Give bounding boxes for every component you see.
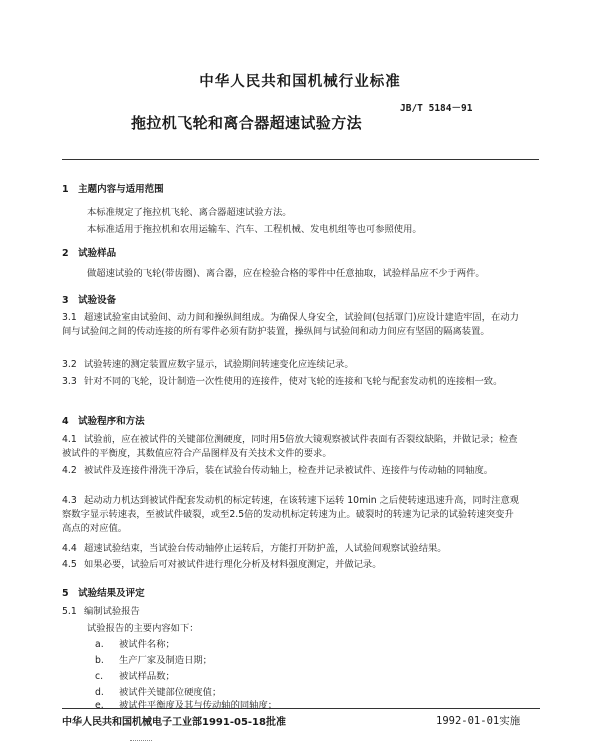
list-item	[95, 684, 221, 698]
clause-4-4	[62, 542, 522, 556]
clause-number: 4.2	[62, 465, 77, 476]
clause-text: 针对不同的飞轮，设计制造一次性使用的连接件，使对飞轮的连接和飞轮与配套发动机的连接相一致。	[84, 376, 503, 387]
clause-4-3	[62, 494, 522, 536]
list-item-text: 被试件平衡度及其与传动轴的同轴度；	[119, 700, 278, 711]
list-item-text: 生产厂家及制造日期；	[119, 655, 212, 666]
clause-5-1	[62, 605, 522, 619]
implementation-line: 1992-01-01实施	[436, 715, 521, 727]
list-item	[95, 652, 212, 666]
section-2-heading: 2 试验样品	[62, 248, 117, 259]
section-4-heading: 4 试验程序和方法	[62, 416, 145, 427]
list-item-label: d.	[95, 687, 104, 698]
clause-text: 超速试验结束，当试验台传动轴停止运转后，方能打开防护盖，人试验间观察试验结果。	[84, 543, 447, 554]
clause-number: 4.4	[62, 543, 77, 554]
clause-text: 被试件及连接件滑洗干净后，装在试验台传动轴上，检查并记录被试件、连接件与传动轴的同轴度。	[84, 465, 494, 476]
standard-code: JB/T 5184－91	[400, 103, 473, 114]
list-item-text: 被试件关键部位硬度值；	[119, 687, 222, 698]
document-title: 拖拉机飞轮和离合器超速试验方法	[131, 114, 363, 132]
clause-number: 4.5	[62, 559, 77, 570]
clause-number: 3.1	[62, 312, 77, 323]
clause-text: 编制试验报告	[84, 606, 140, 617]
section-3-heading: 3 试验设备	[62, 295, 117, 306]
list-item-text: 被试件名称；	[119, 639, 175, 650]
list-item-text: 被试样品数；	[119, 671, 175, 682]
report-intro: 试验报告的主要内容如下：	[87, 623, 199, 634]
clause-text: 如果必要，试验后可对被试件进行理化分析及材料强度测定，并做记录。	[84, 559, 382, 570]
list-item-label: b.	[95, 655, 104, 666]
clause-number: 4.1	[62, 434, 77, 445]
header-divider	[62, 159, 539, 160]
clause-4-1	[62, 433, 522, 461]
section-1-paragraph-1: 本标准规定了拖拉机飞轮、离合器超速试验方法。	[87, 207, 292, 218]
approval-line: 中华人民共和国机械电子工业部1991-05-18批准	[62, 717, 286, 728]
clause-number: 5.1	[62, 606, 77, 617]
list-item	[95, 636, 175, 650]
clause-4-2	[62, 464, 522, 478]
clause-3-1	[62, 311, 522, 339]
section-1-paragraph-2: 本标准适用于拖拉机和农用运输车、汽车、工程机械、发电机组等也可参照使用。	[87, 224, 422, 235]
section-1-heading: 1 主题内容与适用范围	[62, 184, 164, 195]
clause-number: 4.3	[62, 495, 77, 506]
clause-number: 3.3	[62, 376, 77, 387]
issuing-organization: 中华人民共和国机械行业标准	[199, 74, 401, 90]
scan-artifact	[130, 740, 152, 741]
clause-text: 起动动力机达到被试件配套发动机的标定转速，在该转速下运转 10min 之后使转速迅速升高，同时注意观察数字显示转速表，至被试件破裂，或至2.5倍的发动机标定转速为止。破裂时的转速为记录的试验转速突变升高点的对应值。	[62, 495, 520, 534]
clause-text: 试验转速的测定装置应数字显示，试验期间转速变化应连续记录。	[84, 359, 354, 370]
clause-number: 3.2	[62, 359, 77, 370]
section-5-heading: 5 试验结果及评定	[62, 588, 145, 599]
clause-text: 试验前，应在被试件的关键部位测硬度，同时用5倍放大镜观察被试件表面有否裂纹缺陷，并做记录；检查被试件的平衡度，其数值应符合产品图样及有关技术文件的要求。	[62, 434, 518, 459]
list-item-label: c.	[95, 671, 104, 682]
list-item-label: e.	[95, 700, 104, 711]
clause-text: 超速试验室由试验间、动力间和操纵间组成。为确保人身安全，试验间(包括罩门)应设计建造牢固，在动力间与试验间之间的传动连接的所有零件必须有防护装置，操纵间与试验间和动力间应有坚固的隔离装置。	[62, 312, 519, 337]
list-item	[95, 668, 175, 682]
list-item-label: a.	[95, 639, 104, 650]
clause-4-5	[62, 558, 522, 572]
clause-3-3	[62, 375, 522, 389]
clause-3-2	[62, 358, 522, 372]
section-2-paragraph-1: 做超速试验的飞轮(带齿圈)、离合器，应在检验合格的零件中任意抽取，试验样品应不少于两件。	[87, 268, 485, 279]
footer-divider	[62, 708, 540, 709]
